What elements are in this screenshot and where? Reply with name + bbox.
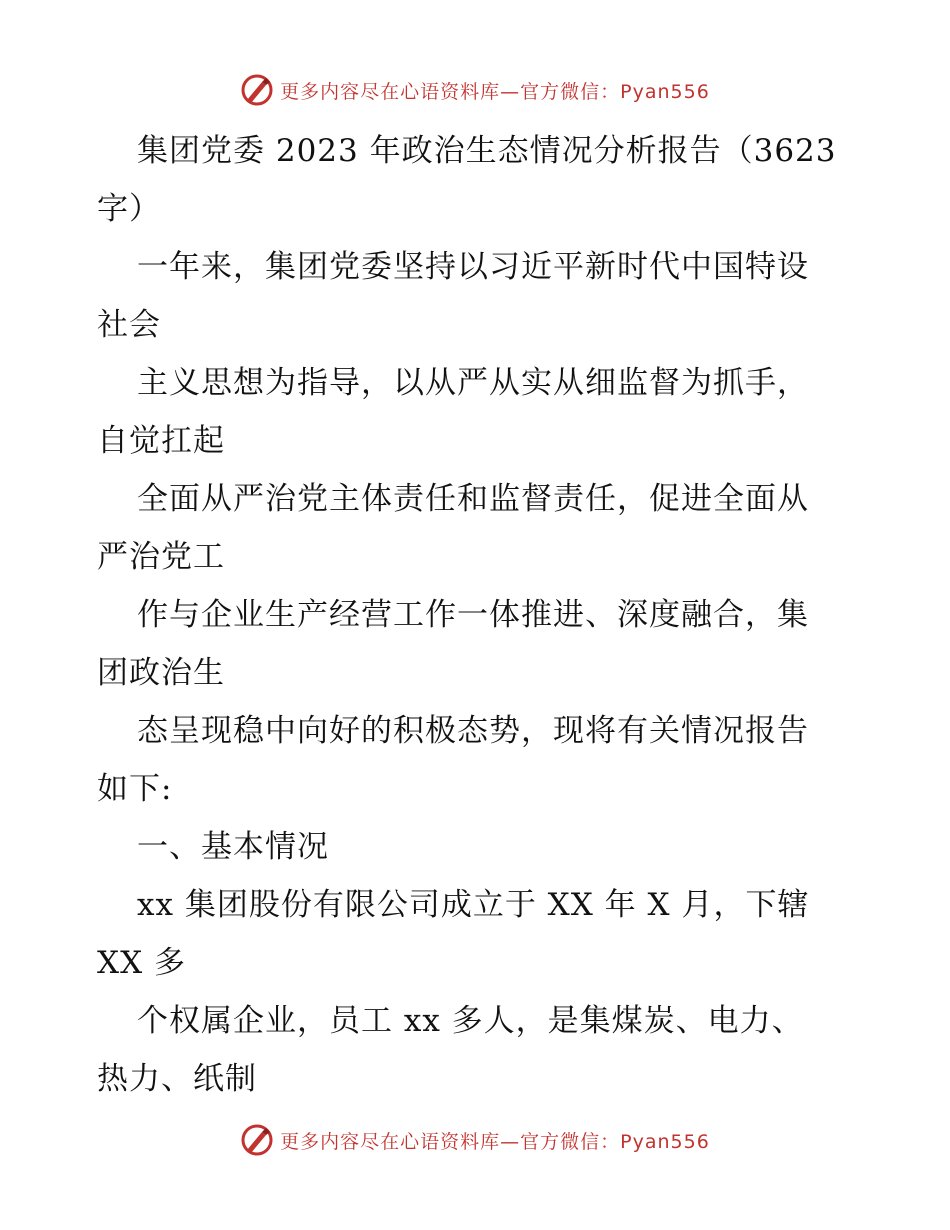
document-line: 字） <box>97 191 161 227</box>
banner-text: 更多内容尽在心语资料库—官方微信：Pyan556 <box>280 80 710 103</box>
document-line: 态呈现稳中向好的积极态势，现将有关情况报告 <box>137 713 809 749</box>
document-line: 严治党工 <box>97 539 225 575</box>
document-line: 一、基本情况 <box>137 829 329 865</box>
document-line: 全面从严治党主体责任和监督责任，促进全面从 <box>137 481 809 517</box>
banner-text: 更多内容尽在心语资料库—官方微信：Pyan556 <box>280 1130 710 1153</box>
header-watermark-banner <box>0 70 950 110</box>
document-line: 社会 <box>97 307 161 343</box>
document-body <box>97 122 857 1108</box>
footer-watermark-banner <box>0 1120 950 1160</box>
document-line: 作与企业生产经营工作一体推进、深度融合，集 <box>137 597 809 633</box>
document-line: 团政治生 <box>97 655 225 691</box>
pen-logo-icon <box>240 1123 274 1157</box>
document-line: 热力、纸制 <box>97 1061 257 1097</box>
document-line: 主义思想为指导，以从严从实从细监督为抓手， <box>137 365 809 401</box>
document-line: 如下: <box>97 771 173 807</box>
pen-logo-icon <box>240 73 274 107</box>
document-line: 自觉扛起 <box>97 423 225 459</box>
document-line: xx 集团股份有限公司成立于 XX 年 X 月，下辖 <box>137 887 810 923</box>
document-line: 一年来，集团党委坚持以习近平新时代中国特设 <box>137 249 809 285</box>
document-line: 集团党委 2023 年政治生态情况分析报告（3623 <box>137 133 837 169</box>
document-line: 个权属企业，员工 xx 多人，是集煤炭、电力、 <box>137 1003 804 1039</box>
document-line: XX 多 <box>97 945 186 981</box>
